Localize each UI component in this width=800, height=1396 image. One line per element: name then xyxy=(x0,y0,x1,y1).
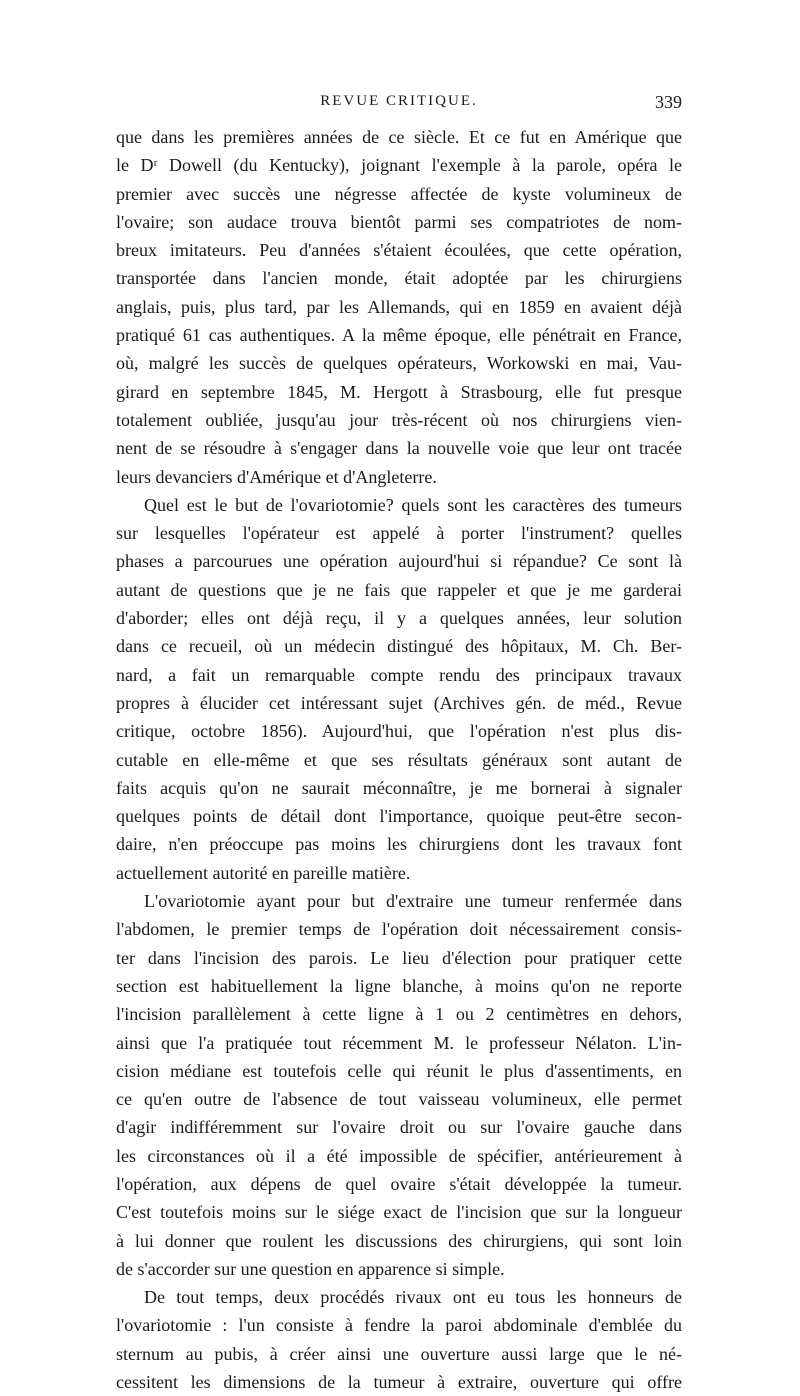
text-line: l'ovariotomie : l'un consiste à fendre la paroi abdominale d'emblée du xyxy=(116,1315,682,1336)
text-line: section est habituellement la ligne blanche, à moins qu'on ne reporte xyxy=(116,975,682,996)
text-line: cessitent les dimensions de la tumeur à extraire, ouverture qui offre xyxy=(116,1372,682,1393)
text-line: ter dans l'incision des parois. Le lieu d'élection pour pratiquer cette xyxy=(116,947,682,968)
body-text xyxy=(116,123,682,1396)
running-title: REVUE CRITIQUE. xyxy=(320,93,478,109)
text-line: breux imitateurs. Peu d'années s'étaient écoulées, que cette opération, xyxy=(116,240,682,261)
text-line: pratiqué 61 cas authentiques. A la même époque, elle pénétrait en France, xyxy=(116,325,682,346)
text-line: totalement oubliée, jusqu'au jour très-récent où nos chirurgiens vien- xyxy=(116,409,682,430)
text-line: l'abdomen, le premier temps de l'opération doit nécessairement consis- xyxy=(116,919,682,940)
text-line: transportée dans l'ancien monde, était adoptée par les chirurgiens xyxy=(116,268,682,289)
text-line: l'ovaire; son audace trouva bientôt parmi ses compatriotes de nom- xyxy=(116,211,682,232)
text-line: cision médiane est toutefois celle qui réunit le plus d'assentiments, en xyxy=(116,1060,682,1081)
text-line: critique, octobre 1856). Aujourd'hui, que l'opération n'est plus dis- xyxy=(116,721,682,742)
text-line: les circonstances où il a été impossible de spécifier, antérieurement à xyxy=(116,1145,682,1166)
text-line: à lui donner que roulent les discussions des chirurgiens, qui sont loin xyxy=(116,1230,682,1251)
text-line: actuellement autorité en pareille matière. xyxy=(116,862,411,883)
text-line: propres à élucider cet intéressant sujet (Archives gén. de méd., Revue xyxy=(116,692,682,713)
text-line: De tout temps, deux procédés rivaux ont eu tous les honneurs de xyxy=(144,1287,682,1308)
text-line: l'incision parallèlement à cette ligne à 1 ou 2 centimètres en dehors, xyxy=(116,1004,682,1025)
text-line: autant de questions que je ne fais que rappeler et que je me garderai xyxy=(116,579,682,600)
text-line: phases a parcourues une opération aujourd'hui si répandue? Ce sont là xyxy=(116,551,682,572)
running-head xyxy=(116,93,682,117)
text-line: sternum au pubis, à créer ainsi une ouverture aussi large que le né- xyxy=(116,1343,682,1364)
text-line: où, malgré les succès de quelques opérateurs, Workowski en mai, Vau- xyxy=(116,353,682,374)
text-line: nard, a fait un remarquable compte rendu des principaux travaux xyxy=(116,664,682,685)
text-line: leurs devanciers d'Amérique et d'Angleterre. xyxy=(116,466,437,487)
text-line: de s'accorder sur une question en apparence si simple. xyxy=(116,1258,505,1279)
text-line: girard en septembre 1845, M. Hergott à Strasbourg, elle fut presque xyxy=(116,381,682,402)
text-line: que dans les premières années de ce siècle. Et ce fut en Amérique que xyxy=(116,127,682,147)
text-line: ce qu'en outre de l'absence de tout vaisseau volumineux, elle permet xyxy=(116,1089,682,1110)
text-line: faits acquis qu'on ne saurait méconnaître, je me bornerai à signaler xyxy=(116,777,682,798)
text-line: nent de se résoudre à s'engager dans la nouvelle voie que leur ont tracée xyxy=(116,438,682,459)
text-line: anglais, puis, plus tard, par les Allemands, qui en 1859 en avaient déjà xyxy=(116,296,682,317)
text-line: dans ce recueil, où un médecin distingué des hôpitaux, M. Ch. Ber- xyxy=(116,636,682,657)
text-line: sur lesquelles l'opérateur est appelé à porter l'instrument? quelles xyxy=(116,523,682,544)
text-line: le Dʳ Dowell (du Kentucky), joignant l'exemple à la parole, opéra le xyxy=(116,155,682,176)
text-line: C'est toutefois moins sur le siége exact de l'incision que sur la longueur xyxy=(116,1202,682,1223)
text-line: d'agir indifféremment sur l'ovaire droit ou sur l'ovaire gauche dans xyxy=(116,1117,682,1138)
text-line: l'opération, aux dépens de quel ovaire s'était développée la tumeur. xyxy=(116,1173,682,1194)
text-line: L'ovariotomie ayant pour but d'extraire une tumeur renfermée dans xyxy=(144,891,682,912)
text-line: ainsi que l'a pratiquée tout récemment M. le professeur Nélaton. L'in- xyxy=(116,1032,682,1053)
text-line: premier avec succès une négresse affectée de kyste volumineux de xyxy=(116,183,682,204)
text-line: d'aborder; elles ont déjà reçu, il y a quelques années, leur solution xyxy=(116,608,682,629)
text-line: Quel est le but de l'ovariotomie? quels sont les caractères des tumeurs xyxy=(144,494,682,515)
text-line: daire, n'en préoccupe pas moins les chirurgiens dont les travaux font xyxy=(116,834,682,855)
text-line: cutable en elle-même et que ses résultats généraux sont autant de xyxy=(116,749,682,770)
page-number: 339 xyxy=(655,92,682,112)
text-line: quelques points de détail dont l'importance, quoique peut-être secon- xyxy=(116,806,682,827)
